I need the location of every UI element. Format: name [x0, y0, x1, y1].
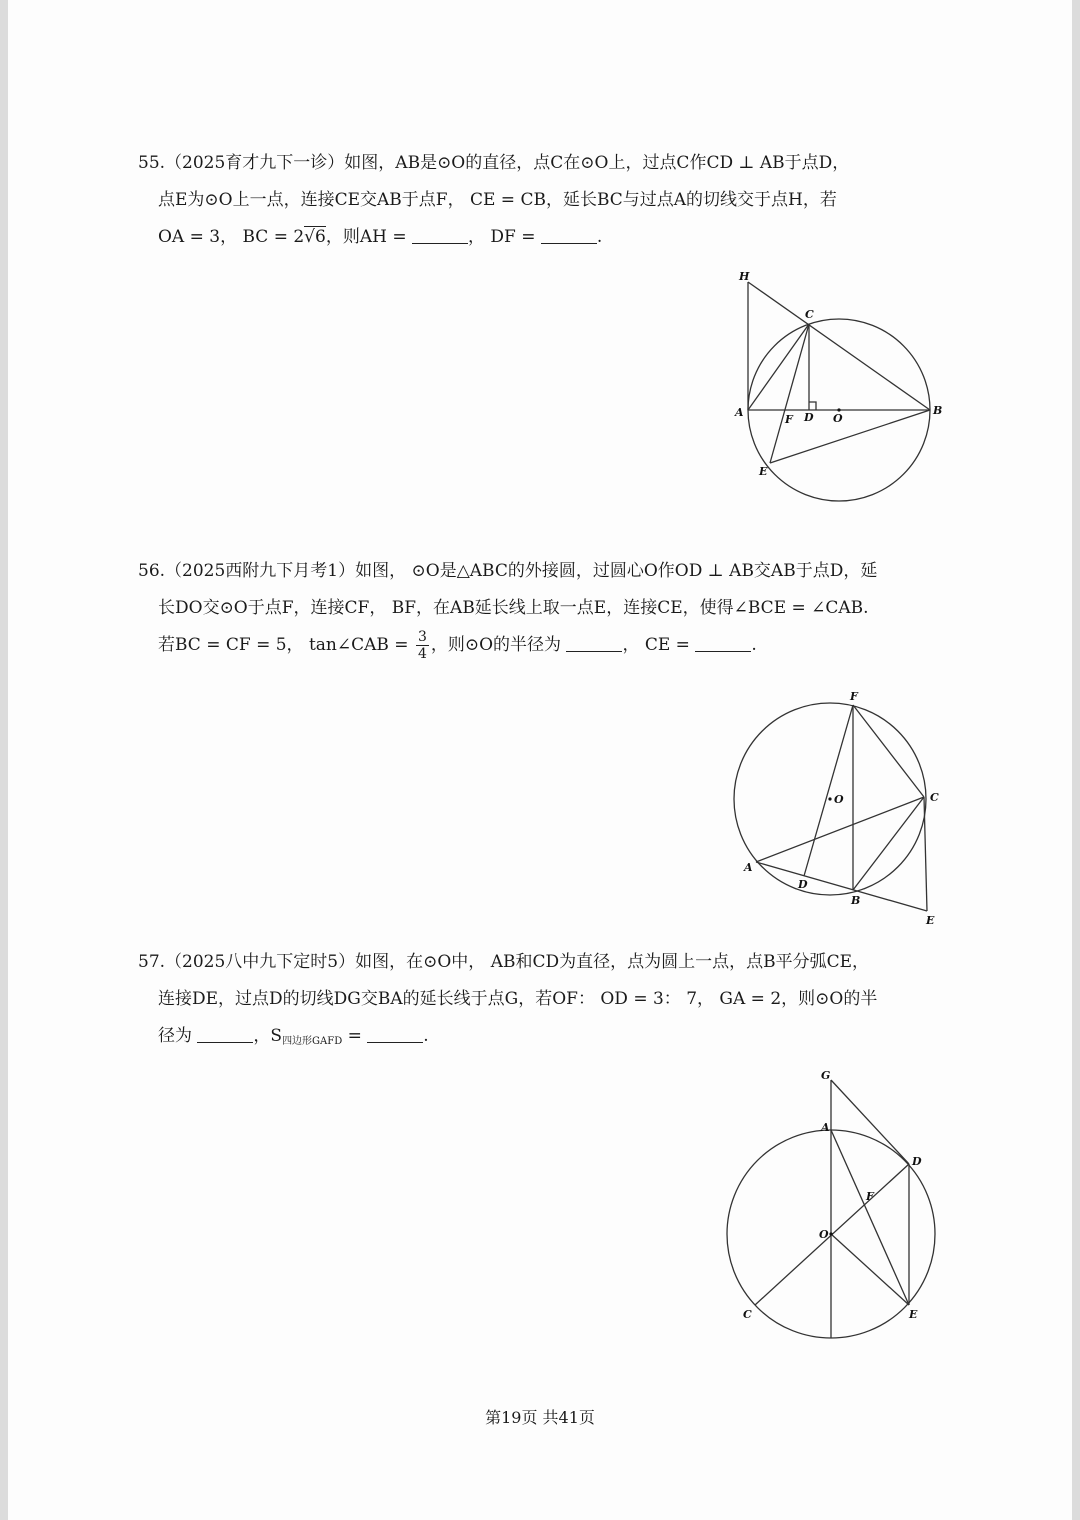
q56-frac-den: 4	[417, 646, 427, 662]
fig56-label-a: A	[744, 861, 753, 874]
fig57-line-ae	[831, 1130, 909, 1305]
page	[8, 0, 1072, 1520]
q56-line2: 长DO交⊙O于点F，连接CF， BF，在AB延长线上取一点E，连接CE，使得∠BCE = ∠CAB.	[158, 598, 869, 618]
fig57-label-o: O	[819, 1228, 829, 1241]
q57-ask1: 径为	[158, 1026, 192, 1046]
fig55-label-o: O	[833, 412, 843, 425]
fig57-label-a: A	[821, 1121, 830, 1134]
q57-line2: 连接DE，过点D的切线DG交BA的延长线于点G，若OF： OD = 3： 7， GA = 2，则⊙O的半	[158, 989, 878, 1009]
fig57-label-c: C	[743, 1308, 752, 1321]
q56-line1: 56.（2025西附九下月考1）如图， ⊙O是△ABC的外接圆，过圆心O作OD ⊥ AB交AB于点D，延	[138, 561, 878, 581]
q57-area-subscript: 四边形GAFD	[282, 1036, 343, 1047]
fig57-label-f: F	[866, 1190, 874, 1203]
q57-area-symbol: ，S	[253, 1026, 283, 1046]
q57-equals: =	[342, 1026, 362, 1046]
q56-ask1: ，则⊙O的半径为	[430, 635, 562, 655]
fig56-label-e: E	[926, 914, 935, 927]
q55-period: .	[596, 227, 603, 247]
q55-given: OA = 3， BC = 2	[158, 227, 305, 247]
page-footer: 第19页 共41页	[485, 1408, 595, 1427]
figure-57	[8, 0, 1072, 1520]
fig57-label-d: D	[912, 1155, 922, 1168]
q57-period: .	[423, 1026, 429, 1046]
fig57-label-g: G	[821, 1069, 831, 1082]
fig55-label-f: F	[785, 413, 793, 426]
q55-line2: 点E为⊙O上一点，连接CE交AB于点F， CE = CB，延长BC与过点A的切线交于点H，若	[158, 190, 837, 210]
fig56-label-c: C	[930, 791, 939, 804]
fig55-label-d: D	[804, 411, 814, 424]
fig55-label-c: C	[805, 308, 814, 321]
fig57-tangent-gd	[831, 1080, 909, 1164]
q55-ask2: ， DF =	[467, 227, 536, 247]
q56-period: .	[751, 635, 757, 655]
fig56-label-b: B	[851, 894, 861, 907]
fig55-label-b: B	[933, 404, 943, 417]
fig55-label-e: E	[759, 465, 768, 478]
fig56-label-f: F	[850, 690, 858, 703]
fig56-label-o: O	[834, 793, 844, 806]
fig57-line-oe	[831, 1234, 909, 1305]
q57-line1: 57.（2025八中九下定时5）如图，在⊙O中， AB和CD为直径，点为圆上一点，点B平分弧CE，	[138, 952, 870, 972]
q56-given: 若BC = CF = 5， tan∠CAB =	[158, 635, 409, 655]
q55-sqrt: √6	[304, 227, 326, 247]
fig56-label-d: D	[798, 878, 808, 891]
fig55-label-h: H	[739, 270, 750, 283]
q55-ask1: ，则AH =	[325, 227, 407, 247]
fig57-center-dot	[829, 1232, 832, 1235]
q55-line1: 55.（2025育才九下一诊）如图，AB是⊙O的直径，点C在⊙O上，过点C作CD ⊥ AB于点D，	[138, 153, 850, 173]
fig55-label-a: A	[735, 406, 744, 419]
q56-frac-num: 3	[417, 629, 427, 645]
q56-ask2: ， CE =	[622, 635, 690, 655]
fig57-label-e: E	[909, 1308, 918, 1321]
